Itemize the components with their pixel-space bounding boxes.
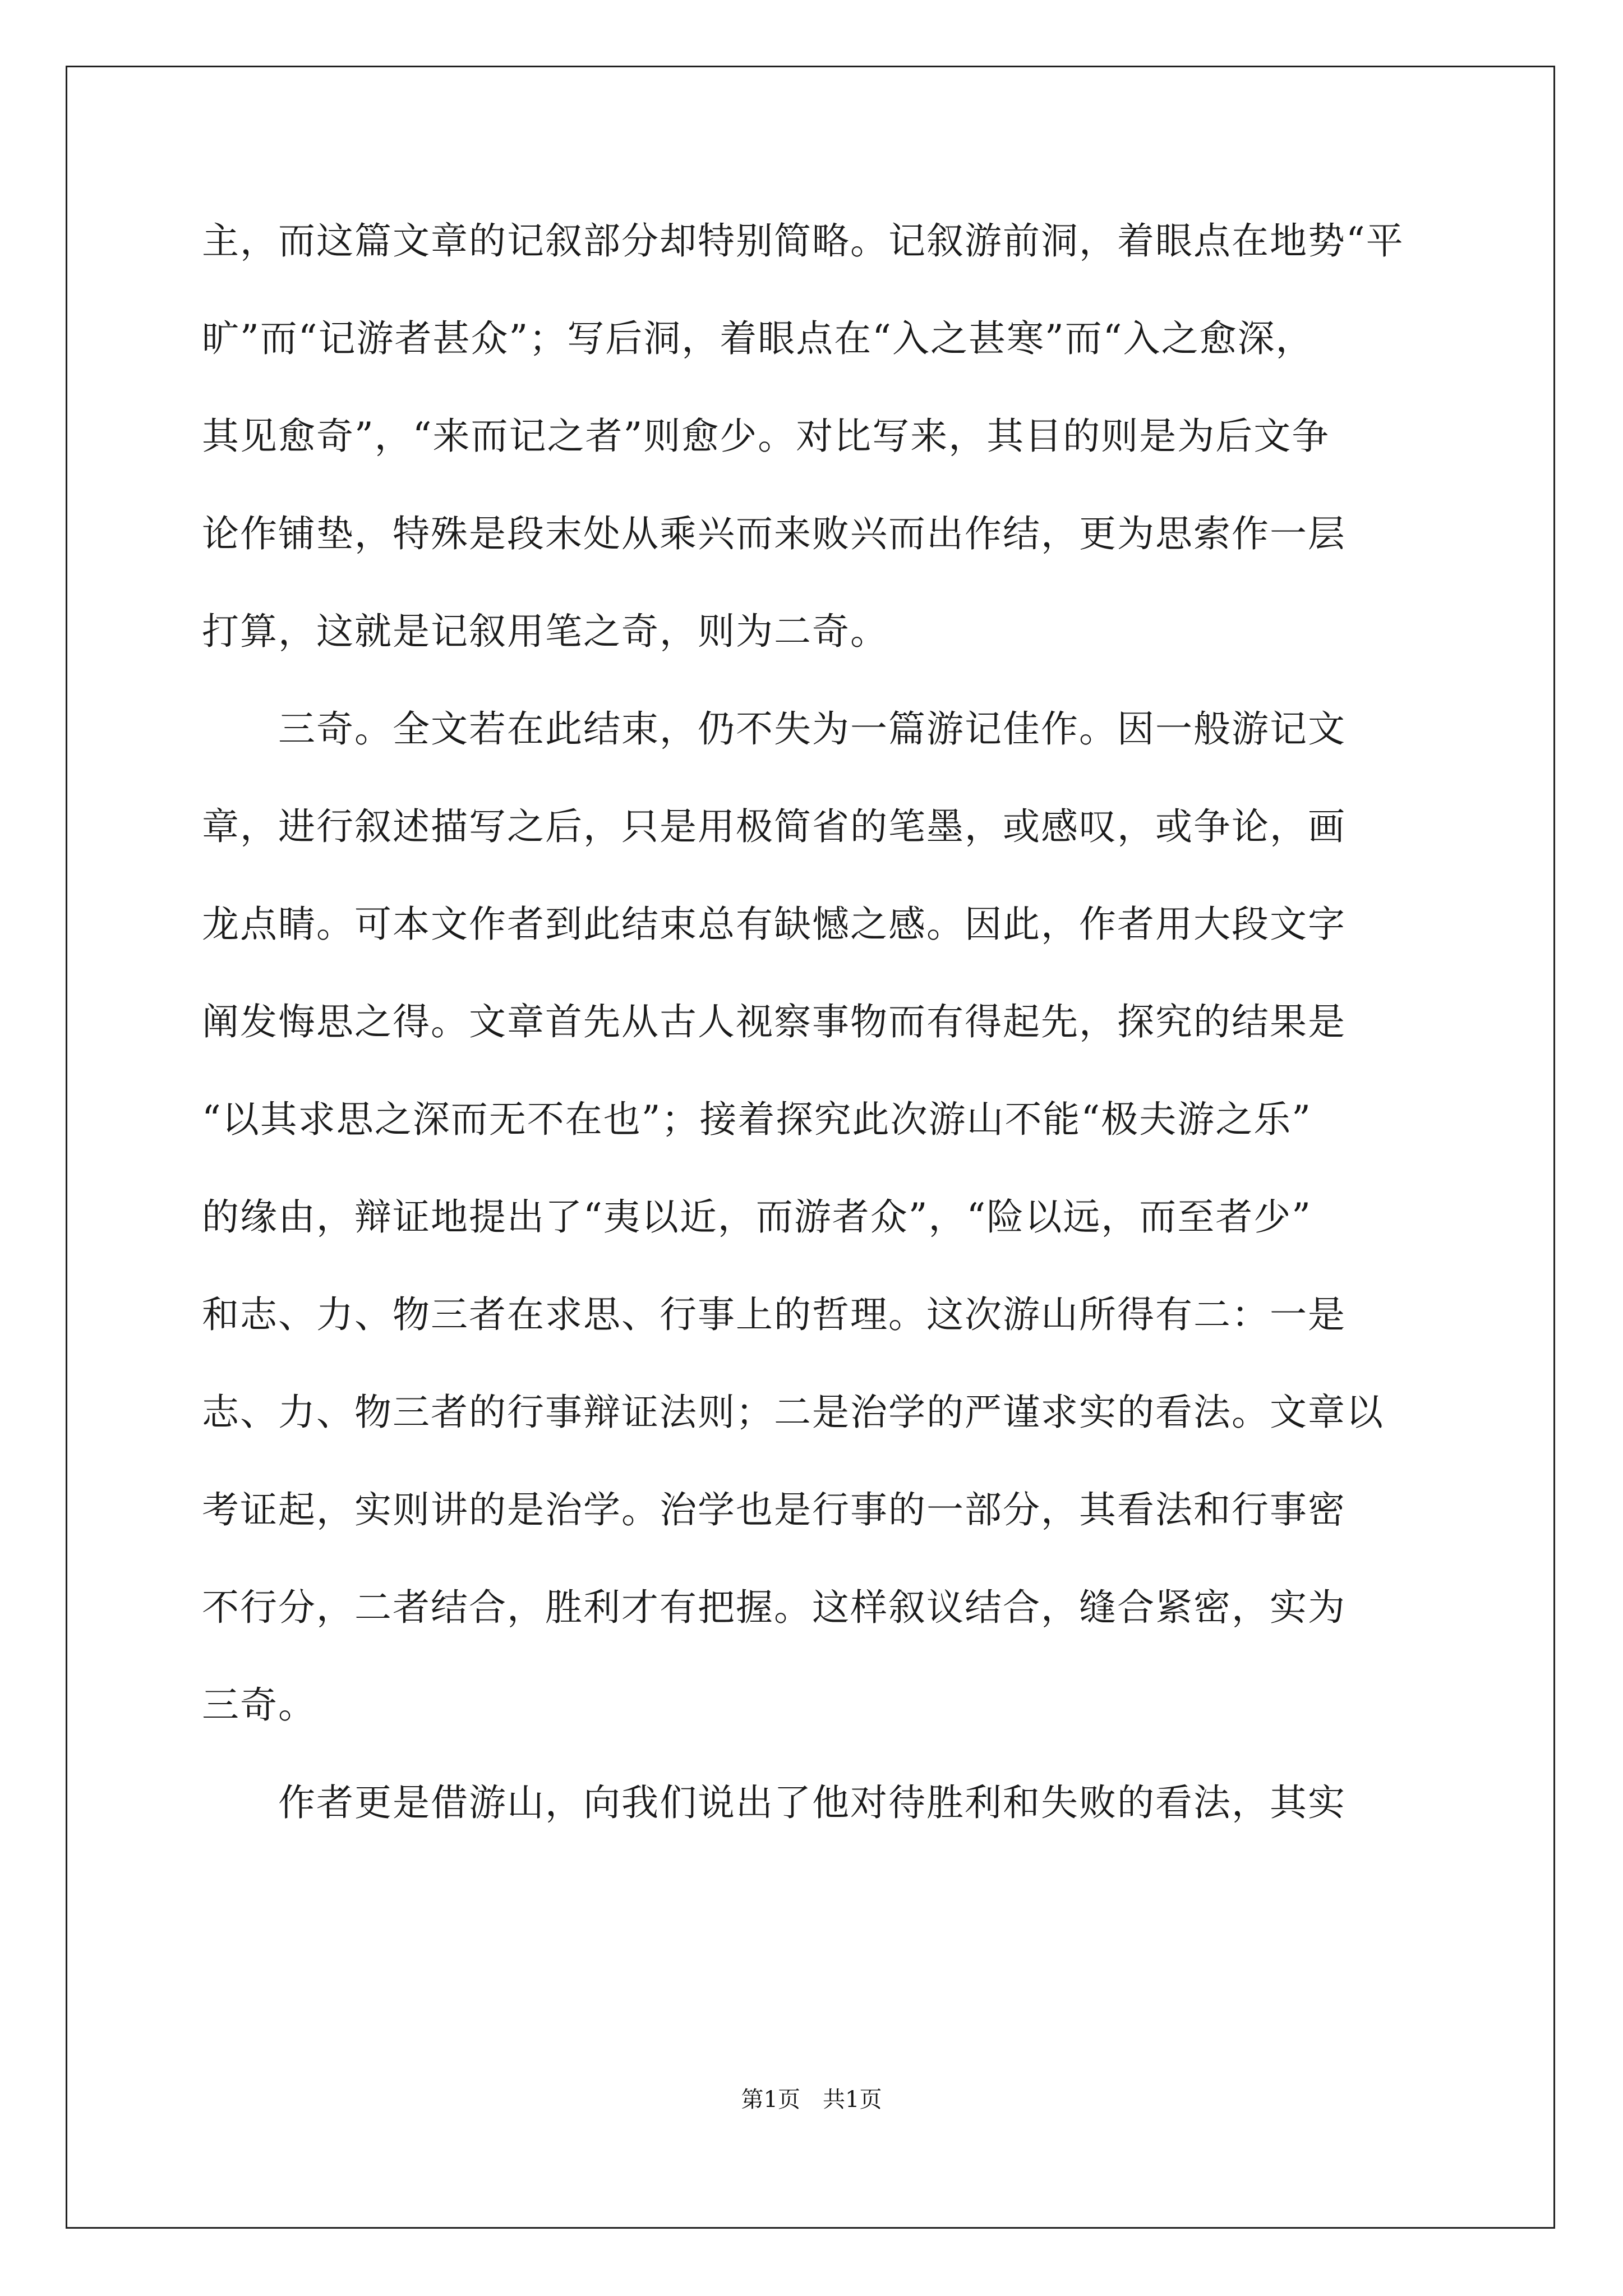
text-line: 旷”而“记游者甚众”；写后洞，着眼点在“入之甚寒”而“入之愈深，	[202, 317, 1314, 360]
text-line: 三奇。	[202, 1683, 316, 1727]
text-line: 阐发悔思之得。文章首先从古人视察事物而有得起先，探究的结果是	[202, 1000, 1346, 1043]
document-body	[202, 216, 1430, 1875]
text-line: 的缘由，辩证地提出了“夷以近，而游者众”，“险以远，而至者少”	[202, 1195, 1312, 1239]
text-line: 章，进行叙述描写之后，只是用极简省的笔墨，或感叹，或争论，画	[202, 805, 1346, 848]
text-line: 论作铺垫，特殊是段末处从乘兴而来败兴而出作结，更为思索作一层	[202, 512, 1346, 555]
text-line: 三奇。全文若在此结束，仍不失为一篇游记佳作。因一般游记文	[202, 707, 1346, 751]
text-line: 考证起，实则讲的是治学。治学也是行事的一部分，其看法和行事密	[202, 1488, 1346, 1531]
text-line: 和志、力、物三者在求思、行事上的哲理。这次游山所得有二：一是	[202, 1293, 1346, 1336]
text-line: 其见愈奇”，“来而记之者”则愈少。对比写来，其目的则是为后文争	[202, 415, 1330, 458]
text-line: 不行分，二者结合，胜利才有把握。这样叙议结合，缝合紧密，实为	[202, 1586, 1346, 1629]
text-line: “以其求思之深而无不在也”；接着探究此次游山不能“极夫游之乐”	[202, 1098, 1312, 1141]
text-line: 打算，这就是记叙用笔之奇，则为二奇。	[202, 610, 888, 653]
text-line: 作者更是借游山，向我们说出了他对待胜利和失败的看法，其实	[202, 1781, 1346, 1824]
text-line: 主，而这篇文章的记叙部分却特别简略。记叙游前洞，着眼点在地势“平	[202, 219, 1404, 263]
text-line: 志、力、物三者的行事辩证法则；二是治学的严谨求实的看法。文章以	[202, 1391, 1384, 1434]
page-footer: 第1页 共1页	[741, 2087, 882, 2113]
text-line: 龙点睛。可本文作者到此结束总有缺憾之感。因此，作者用大段文字	[202, 903, 1346, 946]
